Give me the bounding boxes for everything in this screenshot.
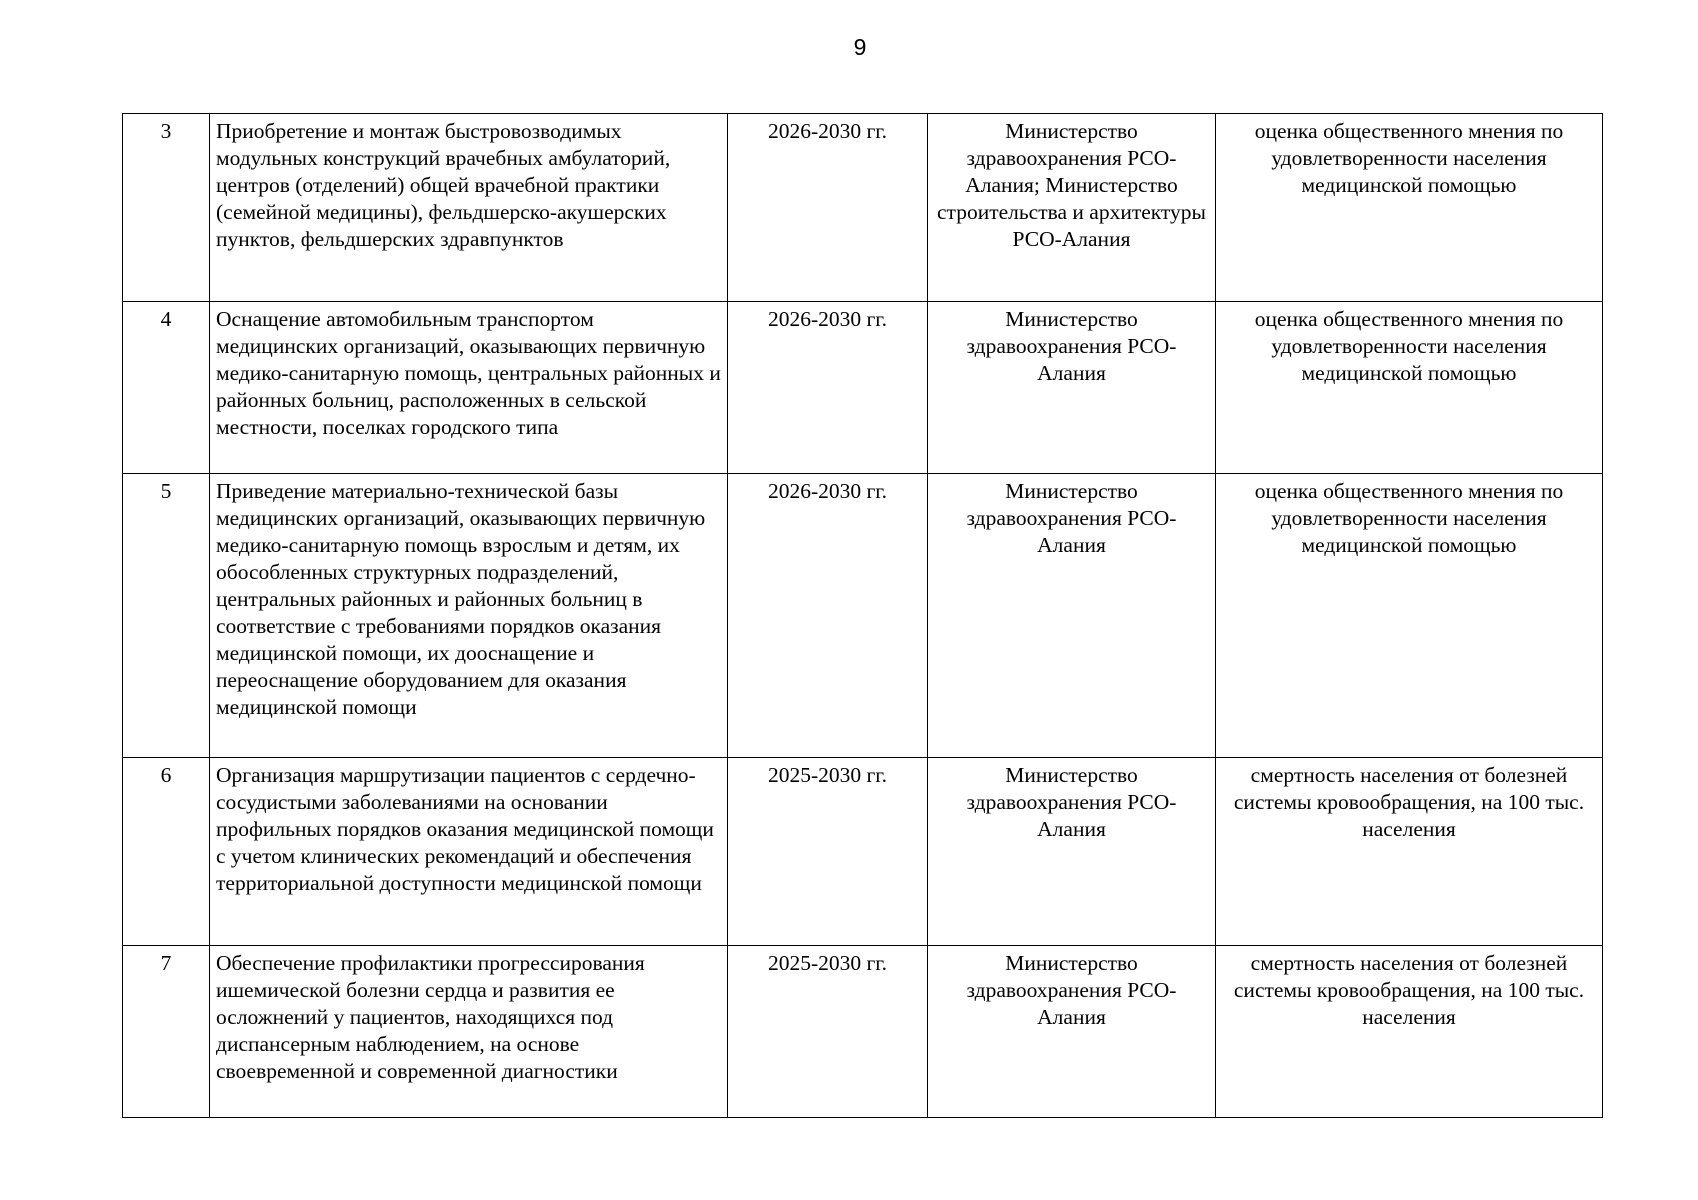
implementation-period: 2026-2030 гг. <box>728 114 928 302</box>
row-number: 3 <box>123 114 210 302</box>
measure-description: Обеспечение профилактики прогрессирования ишемической болезни сердца и развития ее осложнений у пациентов, находящихся под диспансерным наблюдением, на основе своевременной и современной диагностики <box>210 946 728 1118</box>
row-number: 5 <box>123 474 210 758</box>
table-row <box>123 474 1603 758</box>
performance-indicator: смертность населения от болезней системы кровообращения, на 100 тыс. населения <box>1216 946 1603 1118</box>
row-number: 7 <box>123 946 210 1118</box>
table-row <box>123 114 1603 302</box>
table-row <box>123 946 1603 1118</box>
row-number: 4 <box>123 302 210 474</box>
measure-description: Организация маршрутизации пациентов с сердечно-сосудистыми заболеваниями на основании профильных порядков оказания медицинской помощи с учетом клинических рекомендаций и обеспечения территориальной доступности медицинской помощи <box>210 758 728 946</box>
responsible-executor: Министерство здравоохранения РСО-Алания <box>928 946 1216 1118</box>
performance-indicator: смертность населения от болезней системы кровообращения, на 100 тыс. населения <box>1216 758 1603 946</box>
implementation-period: 2025-2030 гг. <box>728 758 928 946</box>
measure-description: Приобретение и монтаж быстровозводимых модульных конструкций врачебных амбулаторий, центров (отделений) общей врачебной практики (семейной медицины), фельдшерско-акушерских пунктов, фельдшерских здравпунктов <box>210 114 728 302</box>
responsible-executor: Министерство здравоохранения РСО-Алания; Министерство строительства и архитектуры РСО-Алания <box>928 114 1216 302</box>
row-number: 6 <box>123 758 210 946</box>
measure-description: Приведение материально-технической базы медицинских организаций, оказывающих первичную медико-санитарную помощь взрослым и детям, их обособленных структурных подразделений, центральных районных и районных больниц в соответствие с требованиями порядков оказания медицинской помощи, их дооснащение и переоснащение оборудованием для оказания медицинской помощи <box>210 474 728 758</box>
responsible-executor: Министерство здравоохранения РСО-Алания <box>928 758 1216 946</box>
page-number: 9 <box>853 34 867 60</box>
performance-indicator: оценка общественного мнения по удовлетворенности населения медицинской помощью <box>1216 474 1603 758</box>
table-row <box>123 758 1603 946</box>
responsible-executor: Министерство здравоохранения РСО-Алания <box>928 302 1216 474</box>
responsible-executor: Министерство здравоохранения РСО-Алания <box>928 474 1216 758</box>
measure-description: Оснащение автомобильным транспортом медицинских организаций, оказывающих первичную медико-санитарную помощь, центральных районных и районных больниц, расположенных в сельской местности, поселках городского типа <box>210 302 728 474</box>
measures-table <box>122 113 1603 1118</box>
implementation-period: 2025-2030 гг. <box>728 946 928 1118</box>
performance-indicator: оценка общественного мнения по удовлетворенности населения медицинской помощью <box>1216 302 1603 474</box>
implementation-period: 2026-2030 гг. <box>728 302 928 474</box>
performance-indicator: оценка общественного мнения по удовлетворенности населения медицинской помощью <box>1216 114 1603 302</box>
implementation-period: 2026-2030 гг. <box>728 474 928 758</box>
table-row <box>123 302 1603 474</box>
